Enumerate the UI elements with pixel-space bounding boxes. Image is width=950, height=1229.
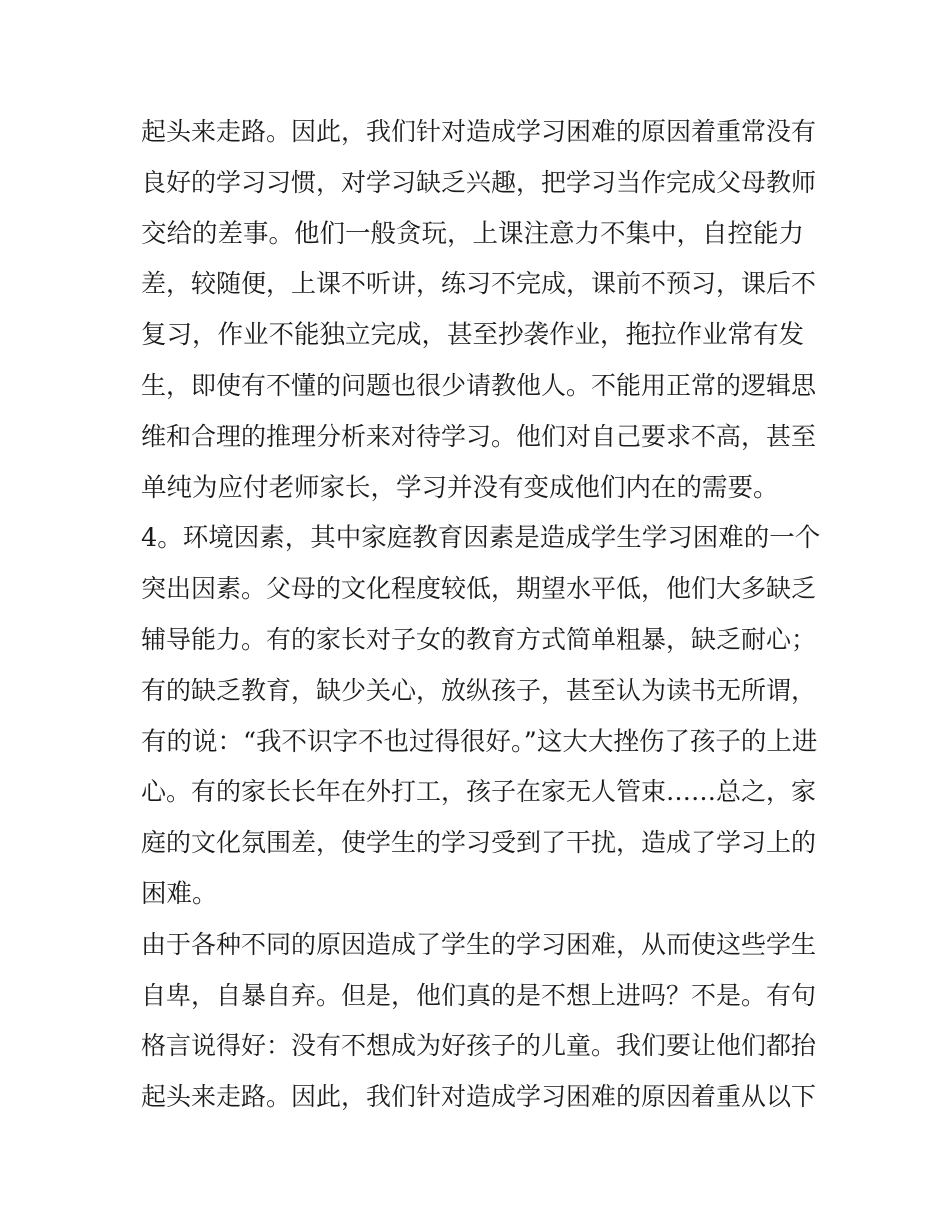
text-line: 单纯为应付老师家长，学习并没有变成他们内在的需要。	[141, 472, 779, 503]
text-line: 自卑，自暴自弃。但是，他们真的是不想上进吗？不是。有句	[141, 980, 817, 1010]
text-line: 由于各种不同的原因造成了学生的学习困难，从而使这些学生	[141, 929, 817, 959]
text-line: 困难。	[141, 878, 218, 909]
text-line: 有的说：“我不识字不也过得很好。”这大大挫伤了孩子的上进	[141, 726, 818, 757]
text-line: 良好的学习习惯，对学习缺乏兴趣，把学习当作完成父母教师	[141, 167, 817, 197]
text-line: 4。环境因素，其中家庭教育因素是造成学生学习困难的一个	[141, 523, 821, 554]
text-line: 辅导能力。有的家长对子女的教育方式简单粗暴，缺乏耐心；	[141, 624, 817, 654]
text-line: 差，较随便，上课不听讲，练习不完成，课前不预习，课后不	[141, 269, 817, 299]
body-text	[141, 107, 821, 1123]
text-line: 有的缺乏教育，缺少关心，放纵孩子，甚至认为读书无所谓，	[141, 675, 817, 705]
text-line: 突出因素。父母的文化程度较低，期望水平低，他们大多缺乏	[141, 574, 817, 604]
text-line: 复习，作业不能独立完成，甚至抄袭作业，拖拉作业常有发	[141, 320, 805, 351]
text-line: 格言说得好：没有不想成为好孩子的儿童。我们要让他们都抬	[141, 1031, 817, 1061]
text-line: 维和合理的推理分析来对待学习。他们对自己要求不高，甚至	[141, 421, 817, 451]
text-line: 心。有的家长长年在外打工，孩子在家无人管束……总之，家	[141, 777, 817, 807]
text-line: 交给的差事。他们一般贪玩，上课注意力不集中，自控能力	[141, 218, 805, 249]
text-line: 起头来走路。因此，我们针对造成学习困难的原因着重常没有	[141, 117, 817, 146]
text-line: 生，即使有不懂的问题也很少请教他人。不能用正常的逻辑思	[141, 370, 817, 400]
text-line: 起头来走路。因此，我们针对造成学习困难的原因着重从以下	[141, 1082, 817, 1112]
text-line: 庭的文化氛围差，使学生的学习受到了干扰，造成了学习上的	[141, 828, 817, 858]
